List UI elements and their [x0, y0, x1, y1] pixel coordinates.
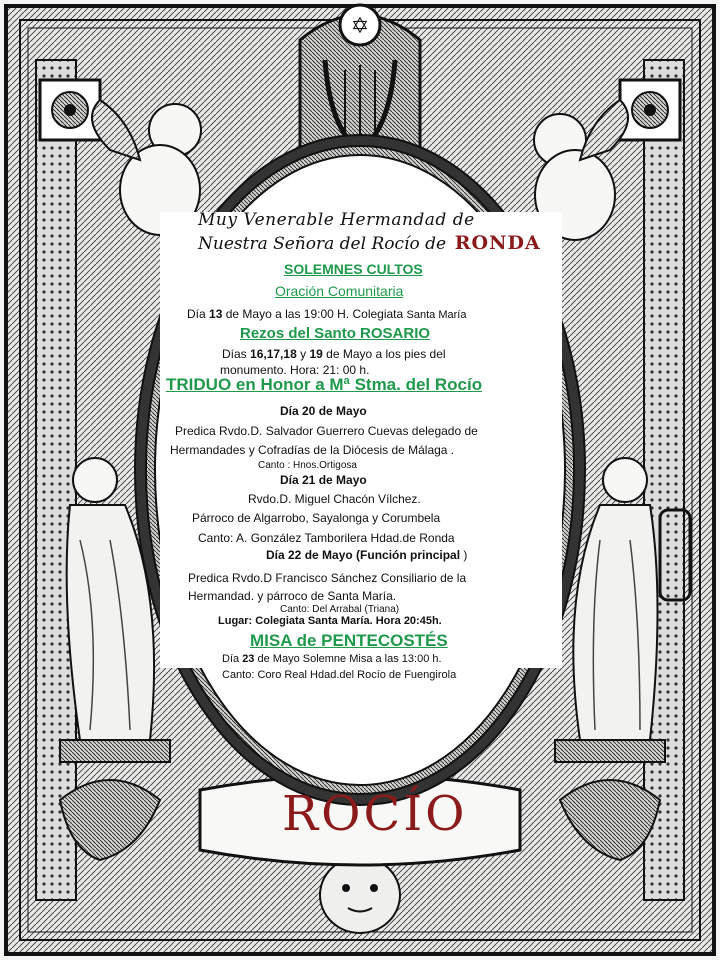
triduo-day3-label: Día 22 de Mayo (Función principal	[266, 548, 461, 562]
oracion-heading: Oración Comunitaria	[275, 283, 404, 299]
misa-rest: de Mayo Solemne Misa a las 13:00 h.	[257, 653, 442, 665]
rosario-heading: Rezos del Santo ROSARIO	[240, 325, 431, 342]
triduo-day2-canto: Canto: A. González Tamborilera Hdad.de Ronda	[198, 531, 455, 545]
misa-canto: Canto: Coro Real Hdad.del Rocío de Fuengirola	[222, 669, 457, 681]
triduo-day1-line1: Predica Rvdo.D. Salvador Guerrero Cuevas delegado de	[175, 424, 478, 438]
brotherhood-name-line2	[198, 234, 541, 253]
misa-day: 23	[242, 653, 255, 665]
triduo-lugar: Lugar: Colegiata Santa María. Hora 20:45h.	[218, 615, 442, 627]
city-name: RONDA	[454, 232, 541, 254]
triduo-day3-canto: Canto: Del Arrabal (Triana)	[280, 604, 400, 615]
oracion-details	[187, 308, 466, 321]
triduo-day3-label-row	[266, 549, 467, 561]
rosette-icon	[620, 80, 680, 140]
triduo-day2-line2: Párroco de Algarrobo, Sayalonga y Corumbela	[192, 511, 441, 525]
solemnes-heading: SOLEMNES CULTOS	[284, 261, 423, 277]
rosario-rest: de Mayo a los pies del	[326, 347, 446, 361]
triduo-day3-line2: Hermandad. y párroco de Santa María.	[188, 589, 397, 603]
misa-heading: MISA de PENTECOSTÉS	[250, 631, 448, 650]
rosario-pre: Días	[222, 347, 247, 361]
oracion-day: 13	[209, 307, 223, 321]
rosario-line1	[222, 348, 446, 360]
brotherhood-name-line2-text: Nuestra Señora del Rocío de	[198, 234, 447, 254]
rosario-day2: 19	[309, 347, 323, 361]
oracion-place: Santa María	[406, 309, 467, 321]
footer-title: ROCÍO	[282, 786, 468, 842]
triduo-heading: TRIDUO en Honor a Mª Stma. del Rocío	[166, 375, 483, 394]
left-pillar	[36, 60, 76, 900]
triduo-day2-label: Día 21 de Mayo	[280, 473, 367, 487]
star-icon: ✡	[350, 14, 370, 39]
triduo-day3-line1: Predica Rvdo.D Francisco Sánchez Consiliario de la	[188, 571, 467, 585]
right-pillar	[644, 60, 684, 900]
rosette-icon	[40, 80, 100, 140]
oracion-pre: Día	[187, 307, 206, 321]
triduo-day1-line2: Hermandades y Cofradías de la Diócesis de Málaga .	[170, 443, 455, 457]
rosario-days: 16,17,18	[250, 347, 297, 361]
rosario-line2: monumento. Hora: 21: 00 h.	[220, 363, 370, 377]
face-mask-figure	[320, 857, 400, 933]
triduo-day1-label: Día 20 de Mayo	[280, 404, 367, 418]
misa-pre: Día	[222, 653, 240, 665]
brotherhood-name-line1: Muy Venerable Hermandad de	[198, 210, 475, 230]
triduo-day2-line1: Rvdo.D. Miguel Chacón Vílchez.	[248, 492, 421, 506]
triduo-day3-paren: )	[463, 548, 468, 562]
triduo-day1-canto: Canto : Hnos.Ortigosa	[258, 460, 357, 471]
rosario-y: y	[300, 347, 307, 361]
misa-line1	[222, 654, 442, 665]
oracion-mid: de Mayo a las 19:00 H. Colegiata	[225, 307, 404, 321]
